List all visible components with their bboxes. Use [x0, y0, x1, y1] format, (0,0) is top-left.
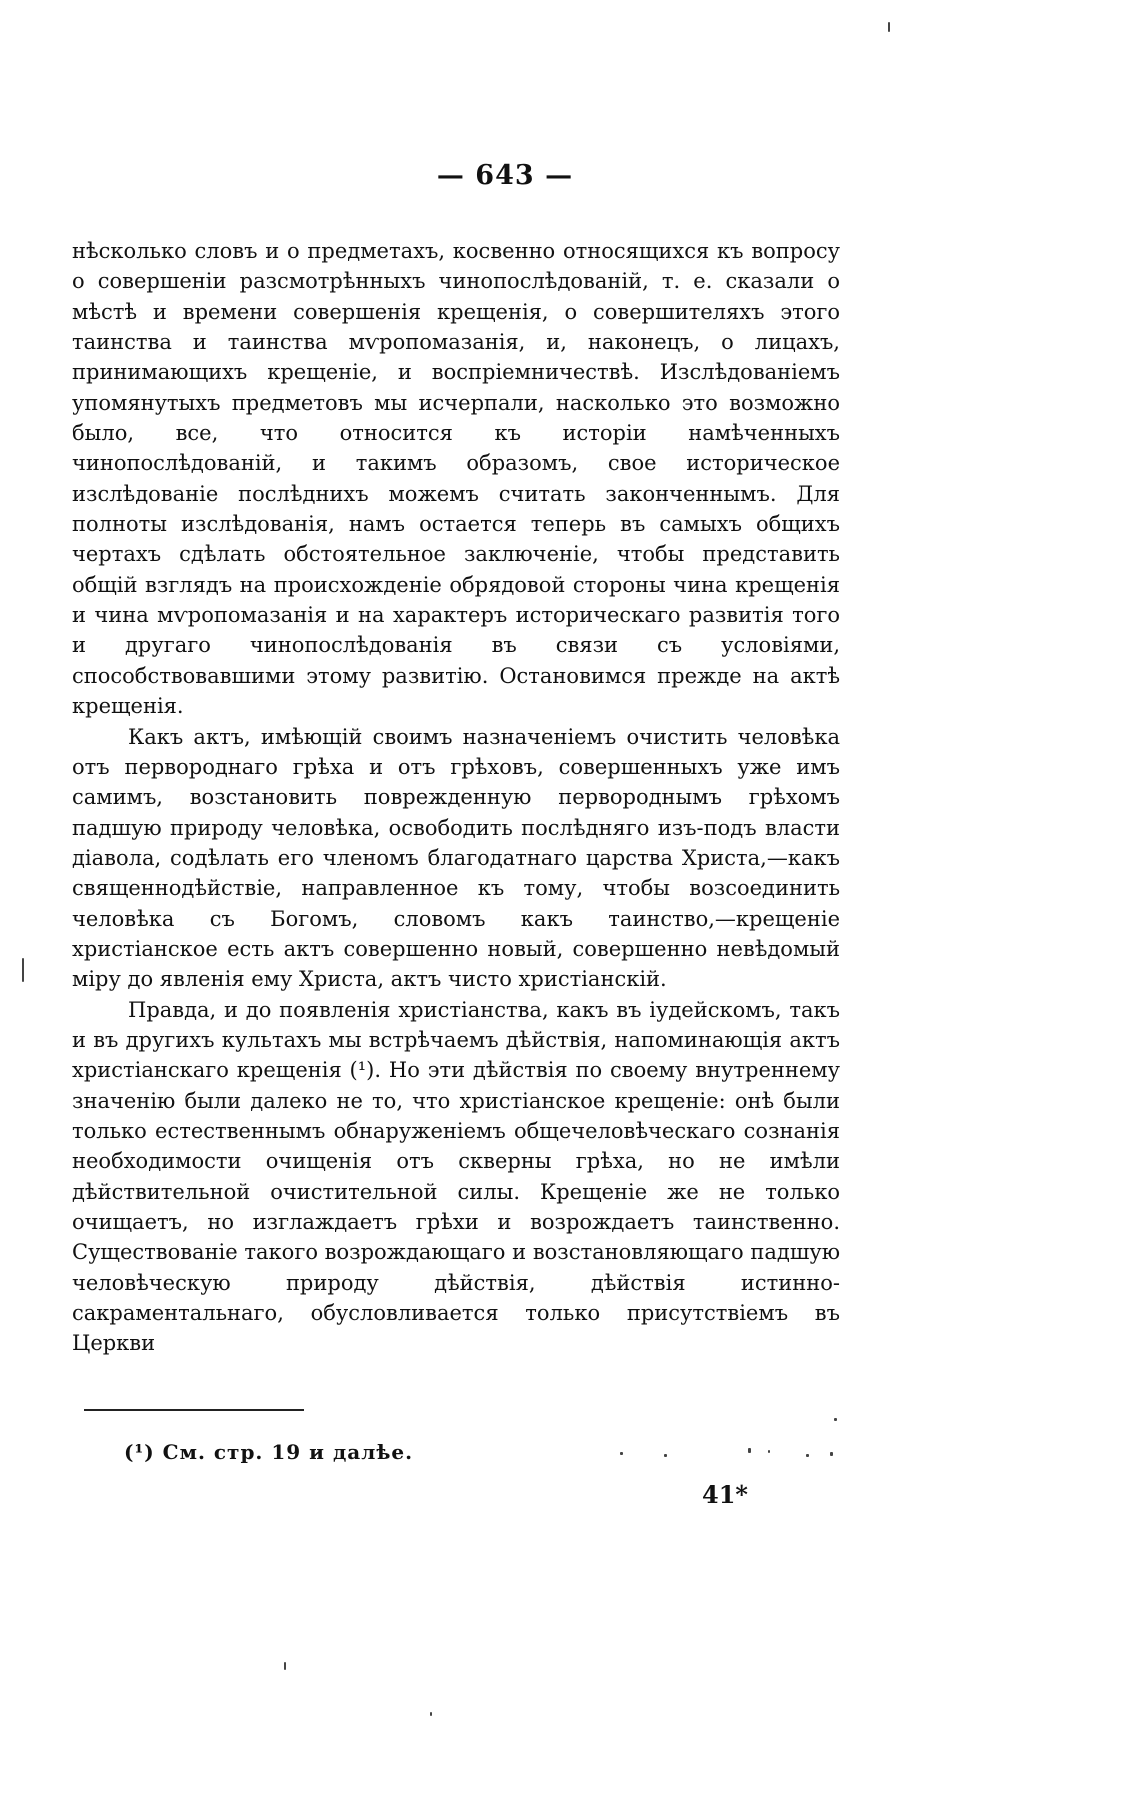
- paragraph-3: Правда, и до появленія христіанства, какъ въ іудейскомъ, такъ и въ другихъ культахъ мы встрѣчаемъ дѣйствія, напоминающія актъ христіанскаго крещенія (¹). Но эти дѣйствія по своему внутреннему значенію были далеко не то, что христіанское крещеніе: онѣ были только естественнымъ обнаруженіемъ общечеловѣческаго сознанія необходимости очищенія отъ скверны грѣха, но не имѣли дѣйствительной очистительной силы. Крещеніе же не только очищаетъ, но изглаждаетъ грѣхи и возрождаетъ таинственно. Существованіе такого возрождающаго и возстановляющаго падшую человѣческую природу дѣйствія, дѣйствія истинно-сакраментальнаго, обусловливается только присутствіемъ въ Церкви: [72, 997, 840, 1356]
- scan-speck: [664, 1454, 667, 1457]
- signature-mark: 41*: [702, 1480, 748, 1509]
- scan-speck: [888, 22, 890, 32]
- paragraph-2: Какъ актъ, имѣющій своимъ назначеніемъ очистить человѣка отъ первороднаго грѣха и отъ грѣховъ, совершенныхъ уже имъ самимъ, возстановить поврежденную первороднымъ грѣхомъ падшую природу человѣка, освободить послѣдняго изъ-подъ власти діавола, содѣлать его членомъ благодатнаго царства Христа,—какъ священнодѣйствіе, направленное къ тому, чтобы возсоединить человѣка съ Богомъ, словомъ какъ таинство,—крещеніе христіанское есть актъ совершенно новый, совершенно невѣдомый міру до явленія ему Христа, актъ чисто христіанскій.: [72, 724, 840, 992]
- footnote: [124, 1440, 413, 1464]
- scan-speck: [430, 1712, 432, 1716]
- page-number: — 643 —: [436, 160, 574, 191]
- scan-speck: [768, 1450, 770, 1453]
- scan-speck: [830, 1452, 833, 1456]
- scan-speck: [834, 1418, 837, 1421]
- body-text: [72, 236, 840, 1359]
- scan-speck: [806, 1454, 809, 1457]
- scan-speck: [22, 958, 24, 982]
- footnote-text: См. стр. 19 и далѣе.: [162, 1440, 414, 1464]
- scan-speck: [620, 1452, 623, 1455]
- scan-speck: [748, 1448, 751, 1453]
- footnote-rule: [84, 1409, 304, 1411]
- scan-speck: [284, 1662, 286, 1670]
- footnote-marker: (¹): [124, 1440, 155, 1464]
- paragraph-1: нѣсколько словъ и о предметахъ, косвенно относящихся къ вопросу о совершеніи разсмотрѣнныхъ чинопослѣдованій, т. е. сказали о мѣстѣ и времени совершенія крещенія, о совершителяхъ этого таинства и таинства мѵропомазанія, и, наконецъ, о лицахъ, принимающихъ крещеніе, и воспріемничествѣ. Изслѣдованіемъ упомянутыхъ предметовъ мы исчерпали, насколько это возможно было, все, что относится къ исторіи намѣченныхъ чинопослѣдованій, и такимъ образомъ, свое историческое изслѣдованіе послѣднихъ можемъ считать законченнымъ. Для полноты изслѣдованія, намъ остается теперь въ самыхъ общихъ чертахъ сдѣлать обстоятельное заключеніе, чтобы представить общій взглядъ на происхожденіе обрядовой стороны чина крещенія и чина мѵропомазанія и на характеръ историческаго развитія того и другаго чинопослѣдованія въ связи съ условіями, способствовавшими этому развитію. Остановимся прежде на актѣ крещенія.: [72, 239, 840, 719]
